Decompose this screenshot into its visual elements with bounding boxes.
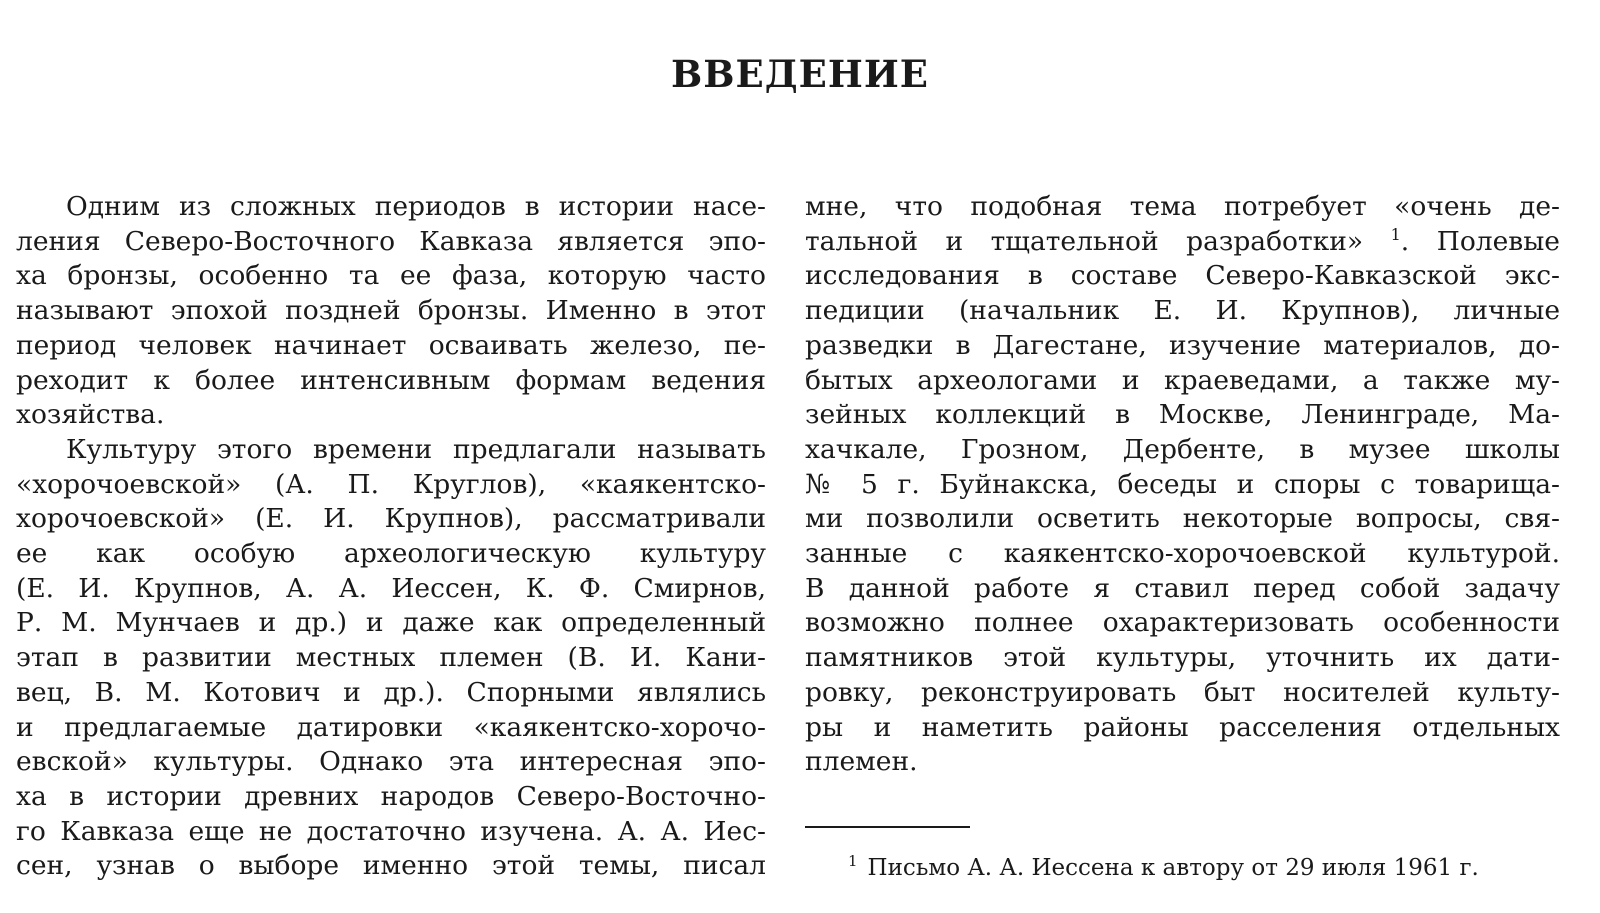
text-line: хорочоевской» (Е. И. Крупнов), рассматривали (16, 503, 766, 535)
text-line: ми позволили осветить некоторые вопросы, свя- (805, 503, 1560, 535)
text-line: сен, узнав о выборе именно этой темы, писал (16, 850, 766, 882)
text-fragment: . Полевые (1400, 225, 1560, 257)
text-line: занные с каякентско-хорочоевской культурой. (805, 538, 1560, 570)
text-line: хачкале, Грозном, Дербенте, в музее школы (805, 433, 1560, 465)
text-line-with-note (805, 225, 1560, 260)
text-line: педиции (начальник Е. И. Крупнов), личные (805, 295, 1560, 327)
chapter-heading: ВВЕДЕНИЕ (671, 52, 929, 96)
footnote-text: Письмо А. А. Иессена к автору от 29 июля 1961 г. (867, 855, 1479, 881)
text-line: Р. М. Мунчаев и др.) и даже как определенный (16, 607, 766, 639)
footnote-mark: 1 (848, 852, 858, 871)
right-text-column (805, 190, 1560, 780)
text-line: мне, что подобная тема потребует «очень де- (805, 191, 1560, 222)
footnote (848, 853, 1560, 883)
footnote-divider (805, 826, 970, 828)
text-line: называют эпохой поздней бронзы. Именно в этот (16, 295, 766, 327)
text-line: № 5 г. Буйнакска, беседы и споры с товарища- (805, 468, 1560, 500)
text-line: Одним из сложных периодов в истории насе- (66, 191, 766, 222)
text-line: «хорочоевской» (А. П. Круглов), «каякентско- (16, 468, 766, 500)
text-line: возможно полнее охарактеризовать особенности (805, 607, 1560, 639)
text-line: ления Северо-Восточного Кавказа является эпо- (16, 225, 766, 257)
text-line: В данной работе я ставил перед собой задачу (805, 572, 1560, 604)
text-line: разведки в Дагестане, изучение материалов, до- (805, 329, 1560, 361)
text-line: евской» культуры. Однако эта интересная эпо- (16, 746, 766, 778)
left-text-column (16, 190, 766, 884)
text-line: ры и наметить районы расселения отдельных (805, 711, 1560, 743)
text-line: бытых археологами и краеведами, а также му- (805, 364, 1560, 396)
text-line: го Кавказа еще не достаточно изучена. А. А. Иес- (16, 815, 766, 847)
text-line: период человек начинает осваивать железо, пе- (16, 329, 766, 361)
text-line: и предлагаемые датировки «каякентско-хорочо- (16, 711, 766, 743)
text-line: исследования в составе Северо-Кавказской экс- (805, 260, 1560, 292)
text-line: хозяйства. (16, 399, 165, 431)
text-line: Культуру этого времени предлагали называть (66, 433, 766, 465)
text-line: ха бронзы, особенно та ее фаза, которую часто (16, 260, 766, 292)
text-line: ровку, реконструировать быт носителей культу- (805, 676, 1560, 708)
text-line: ее как особую археологическую культуру (16, 538, 766, 570)
footnote-reference: 1 (1390, 224, 1401, 244)
text-line: зейных коллекций в Москве, Ленинграде, Ма- (805, 399, 1560, 431)
text-line: ха в истории древних народов Северо-Восточно- (16, 780, 766, 812)
text-fragment: тальной и тщательной разработки» (805, 225, 1364, 257)
text-line: реходит к более интенсивным формам ведения (16, 364, 766, 396)
text-line: племен. (805, 746, 918, 778)
text-line: памятников этой культуры, уточнить их дати- (805, 642, 1560, 674)
text-line: этап в развитии местных племен (В. И. Кани- (16, 642, 766, 674)
text-line: (Е. И. Крупнов, А. А. Иессен, К. Ф. Смирнов, (16, 572, 766, 604)
text-line: вец, В. М. Котович и др.). Спорными являлись (16, 676, 766, 708)
